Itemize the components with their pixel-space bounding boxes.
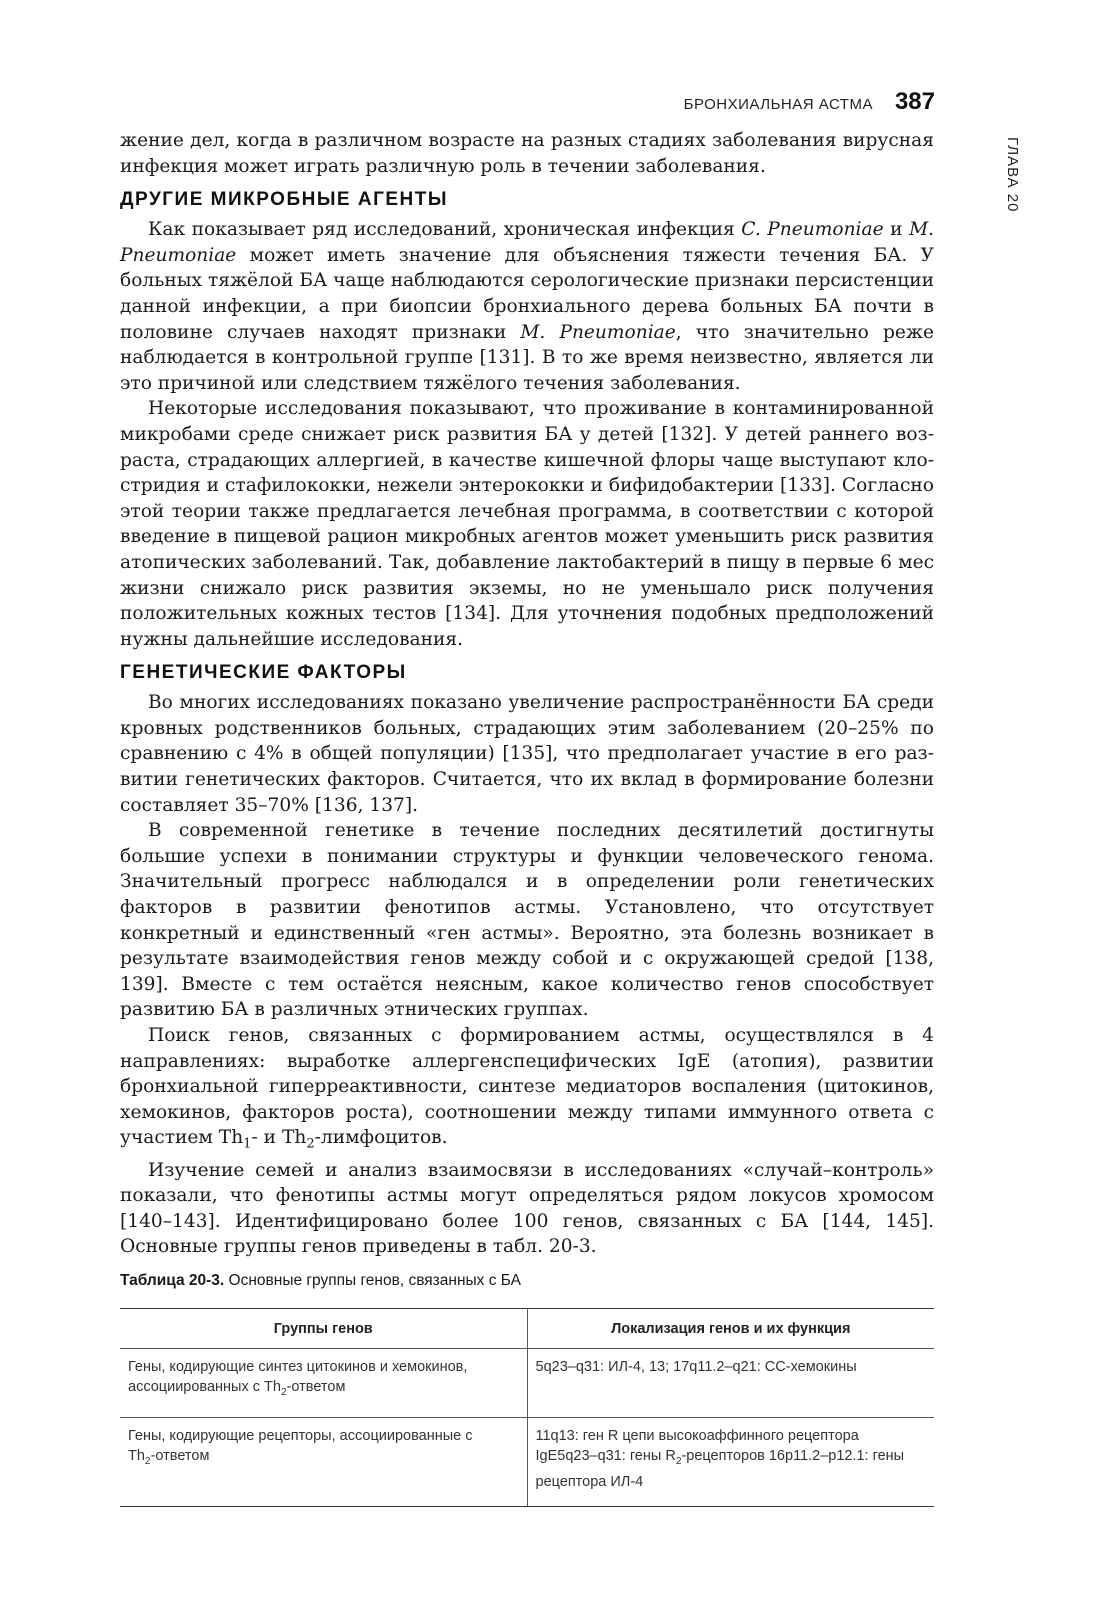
intro-paragraph: жение дел, когда в различном возрасте на разных стадиях заболевания вирусная инфекция может играть различную роль в течении заболевания. xyxy=(120,130,934,177)
text-run: ассоциированных с Th xyxy=(128,1379,281,1396)
table-cell xyxy=(120,1417,527,1506)
table-cell xyxy=(120,1349,527,1418)
species-name: M. Pneumoniae xyxy=(120,219,935,266)
cell-line: Гены, кодирующие синтез цитокинов и хемокинов, xyxy=(128,1359,468,1376)
cell-line: рецептора ИЛ-4 xyxy=(535,1473,644,1490)
page-body xyxy=(120,128,934,1507)
text-run: может иметь значение для объяснения тяжести течения БА. У больных тяжёлой БА чаще наблюдаются серологические признаки персистенции данной инфекции, а при биопсии бронхиального дерева больных БА почти в половине случаев находят признаки xyxy=(120,244,934,343)
table-cell: 5q23–q31: ИЛ-4, 13; 17q11.2–q21: СС-хемокины xyxy=(527,1349,934,1418)
table-caption-text: Основные группы генов, связанных с БА xyxy=(224,1272,521,1290)
table-row xyxy=(120,1349,934,1418)
paragraph-microbial-1 xyxy=(120,217,934,396)
cell-line: Гены, кодирующие рецепторы, ассоциированные с xyxy=(128,1427,473,1444)
section-heading-microbial: ДРУГИЕ МИКРОБНЫЕ АГЕНТЫ xyxy=(120,189,448,211)
text-run: - и Th xyxy=(251,1127,307,1149)
section-heading-genetic: ГЕНЕТИЧЕСКИЕ ФАКТОРЫ xyxy=(120,662,407,684)
page-number: 387 xyxy=(894,88,935,115)
text-run: Поиск генов, связанных с формированием астмы, осуществлялся в 4 направлениях: выработке аллергенспецифических IgE (атопия), развитии бронхиальной гиперреактивности, синтезе медиаторов воспаления (цитокинов, хемокинов, факторов роста), соотношении между типами иммунного ответа с участием Th xyxy=(120,1025,934,1149)
gene-groups-table xyxy=(120,1308,934,1507)
text-run: , что значительно реже наблюдается в контрольной группе [131]. В то же время неизвестно, является ли это причиной или следствием тяжёлого течения заболевания. xyxy=(120,321,934,394)
table-header-cell: Группы генов xyxy=(120,1309,527,1349)
text-run: Th xyxy=(128,1447,145,1464)
paragraph-genetic-3 xyxy=(120,1023,934,1158)
subscript: 1 xyxy=(243,1137,252,1153)
table-caption xyxy=(120,1272,934,1290)
table-row xyxy=(120,1417,934,1506)
table-caption-label: Таблица 20-3. xyxy=(120,1272,225,1290)
text-run: -лимфоцитов. xyxy=(314,1127,448,1149)
subscript: 2 xyxy=(144,1455,151,1467)
table-header-cell: Локализация генов и их функция xyxy=(527,1309,934,1349)
species-name: M. Pneumoniae xyxy=(520,321,676,343)
text-run: -рецепторов 16p11.2–p12.1: гены xyxy=(681,1447,905,1464)
paragraph-genetic-1: Во многих исследованиях показано увеличение распространённости БА среди кровных родственников больных, страдающих этим заболеванием (20–25% по сравнению с 4% в общей популяции) [135], что предполагает участие в его развитии генетических факторов. Считается, что их вклад в формирование болезни составляет 35–70% [136, 137]. xyxy=(120,692,934,816)
cell-line: 11q13: ген R цепи высокоаффинного рецептора xyxy=(535,1427,859,1444)
running-title: БРОНХИАЛЬНАЯ АСТМА xyxy=(683,96,873,113)
running-header xyxy=(684,88,935,116)
cell-line xyxy=(128,1446,519,1472)
paragraph-microbial-2: Некоторые исследования показывают, что проживание в контаминированной микробами среде снижает риск развития БА у детей [132]. У детей раннего возраста, страдающих аллергией, в качестве кишечной флоры чаще выступают клостридия и стафилококки, нежели энтерококки и бифидобактерии [133]. Согласно этой теории также предлагается лечебная программа, в соответствии с которой введение в пищевой рацион микробных агентов может уменьшить риск развития атопических заболеваний. Так, добавление лактобактерий в пищу в первые 6 мес жизни снижало риск развития экземы, но не уменьшало риск получения положительных кожных тестов [134]. Для уточнения подобных предположений нужны дальнейшие исследования. xyxy=(120,398,934,650)
text-run: IgE5q23–q31: гены R xyxy=(535,1447,676,1464)
chapter-tab: ГЛАВА 20 xyxy=(1004,137,1021,213)
cell-line xyxy=(128,1377,519,1403)
species-name: C. Pneumoniae xyxy=(741,219,884,241)
cell-line xyxy=(536,1446,927,1472)
text-run: Как показывает ряд исследований, хроническая инфекция xyxy=(148,219,742,241)
table-header-row xyxy=(120,1309,934,1349)
text-run: -ответом xyxy=(286,1379,346,1396)
subscript: 2 xyxy=(306,1137,315,1153)
table-cell xyxy=(527,1417,934,1506)
subscript: 2 xyxy=(675,1455,682,1467)
text-run: -ответом xyxy=(150,1447,210,1464)
paragraph-genetic-4: Изучение семей и анализ взаимосвязи в исследованиях «случай–контроль» показали, что фенотипы астмы могут определяться рядом локусов хромосом [140–143]. Идентифицировано более 100 генов, связанных с БА [144, 145]. Основные группы генов приведены в табл. 20-3. xyxy=(120,1159,934,1258)
subscript: 2 xyxy=(280,1386,287,1398)
text-run: и xyxy=(883,219,910,241)
paragraph-genetic-2: В современной генетике в течение последних десятилетий достигнуты большие успехи в понимании структуры и функции человеческого генома. Значительный прогресс наблюдался и в определении роли генетических факторов в развитии фенотипов астмы. Установлено, что отсутствует конкретный и единственный «ген астмы». Вероятно, эта болезнь возникает в результате взаимодействия генов между собой и с окружающей средой [138, 139]. Вместе с тем остаётся неясным, какое количество генов способствует развитию БА в различных этнических группах. xyxy=(120,820,934,1021)
